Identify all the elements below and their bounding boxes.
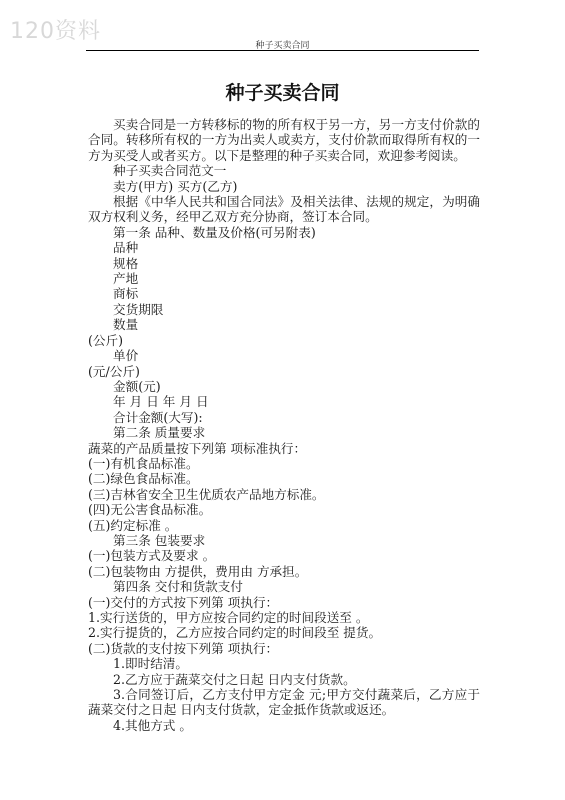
section-heading: 种子买卖合同范文一 bbox=[113, 163, 227, 179]
clause-item: 2.乙方应于蔬菜交付之日起 日内支付货款。 bbox=[113, 671, 356, 687]
document-title: 种子买卖合同 bbox=[225, 82, 340, 104]
clause-item: (一)有机食品标准。 bbox=[88, 455, 199, 471]
clause-item: (五)约定标准 。 bbox=[88, 517, 178, 533]
header-rule bbox=[86, 50, 479, 51]
table-field: 金额(元) bbox=[113, 378, 161, 394]
clause-item: (一)包装方式及要求 。 bbox=[88, 548, 216, 564]
watermark: 120资料 bbox=[10, 19, 101, 44]
table-field: 商标 bbox=[113, 286, 139, 302]
table-field: 交货期限 bbox=[113, 301, 164, 317]
clause-item: 2.实行提货的，乙方应按合同约定的时间段至 提货。 bbox=[88, 625, 382, 641]
clause-item: 4.其他方式 。 bbox=[113, 717, 192, 733]
table-field: 规格 bbox=[113, 255, 139, 271]
article-heading: 第二条 质量要求 bbox=[113, 425, 206, 441]
table-field: 数量 bbox=[113, 317, 139, 333]
clause-line: (一)交付的方式按下列第 项执行： bbox=[88, 594, 279, 610]
clause-line: 蔬菜的产品质量按下列第 项标准执行： bbox=[88, 440, 307, 456]
clause-item: 3.合同签订后，乙方支付甲方定金 元;甲方交付蔬菜后，乙方应于蔬菜交付之日起 日内支付货款，定金抵作货款或返还。 bbox=[88, 687, 480, 718]
clause-line: (二)货款的支付按下列第 项执行： bbox=[88, 640, 279, 656]
article-heading: 第一条 品种、数量及价格(可另附表) bbox=[113, 224, 316, 240]
table-field: (公斤) bbox=[88, 332, 124, 348]
intro-paragraph: 买卖合同是一方转移标的物的所有权于另一方，另一方支付价款的合同。转移所有权的一方为出卖人或卖方，支付价款而取得所有权的一方为买受人或者买方。以下是整理的种子买卖合同，欢迎参考阅读。 bbox=[88, 117, 480, 163]
table-field: (元/公斤) bbox=[88, 363, 140, 379]
table-field: 品种 bbox=[113, 240, 139, 256]
clause-item: (二)绿色食品标准。 bbox=[88, 471, 199, 487]
clause-item: 1.即时结清。 bbox=[113, 656, 188, 672]
document-body bbox=[88, 117, 480, 733]
article-heading: 第四条 交付和货款支付 bbox=[113, 579, 243, 595]
clause-item: (二)包装物由 方提供，费用由 方承担。 bbox=[88, 563, 308, 579]
parties-line: 卖方(甲方) 买方(乙方) bbox=[113, 178, 238, 194]
table-field: 产地 bbox=[113, 271, 139, 287]
clause-item: (四)无公害食品标准。 bbox=[88, 502, 212, 518]
running-header: 种子买卖合同 bbox=[255, 41, 310, 51]
clause-item: 1.实行送货的，甲方应按合同约定的时间段送至 。 bbox=[88, 610, 369, 625]
preamble-paragraph: 根据《中华人民共和国合同法》及相关法律、法规的规定，为明确双方权利义务，经甲乙双方充分协商，签订本合同。 bbox=[88, 194, 480, 225]
clause-item: (三)吉林省安全卫生优质农产品地方标准。 bbox=[88, 486, 325, 502]
total-amount-line: 合计金额(大写): bbox=[113, 409, 203, 425]
article-heading: 第三条 包装要求 bbox=[113, 532, 206, 548]
date-line: 年 月 日 年 月 日 bbox=[113, 394, 209, 410]
table-field: 单价 bbox=[113, 348, 139, 364]
